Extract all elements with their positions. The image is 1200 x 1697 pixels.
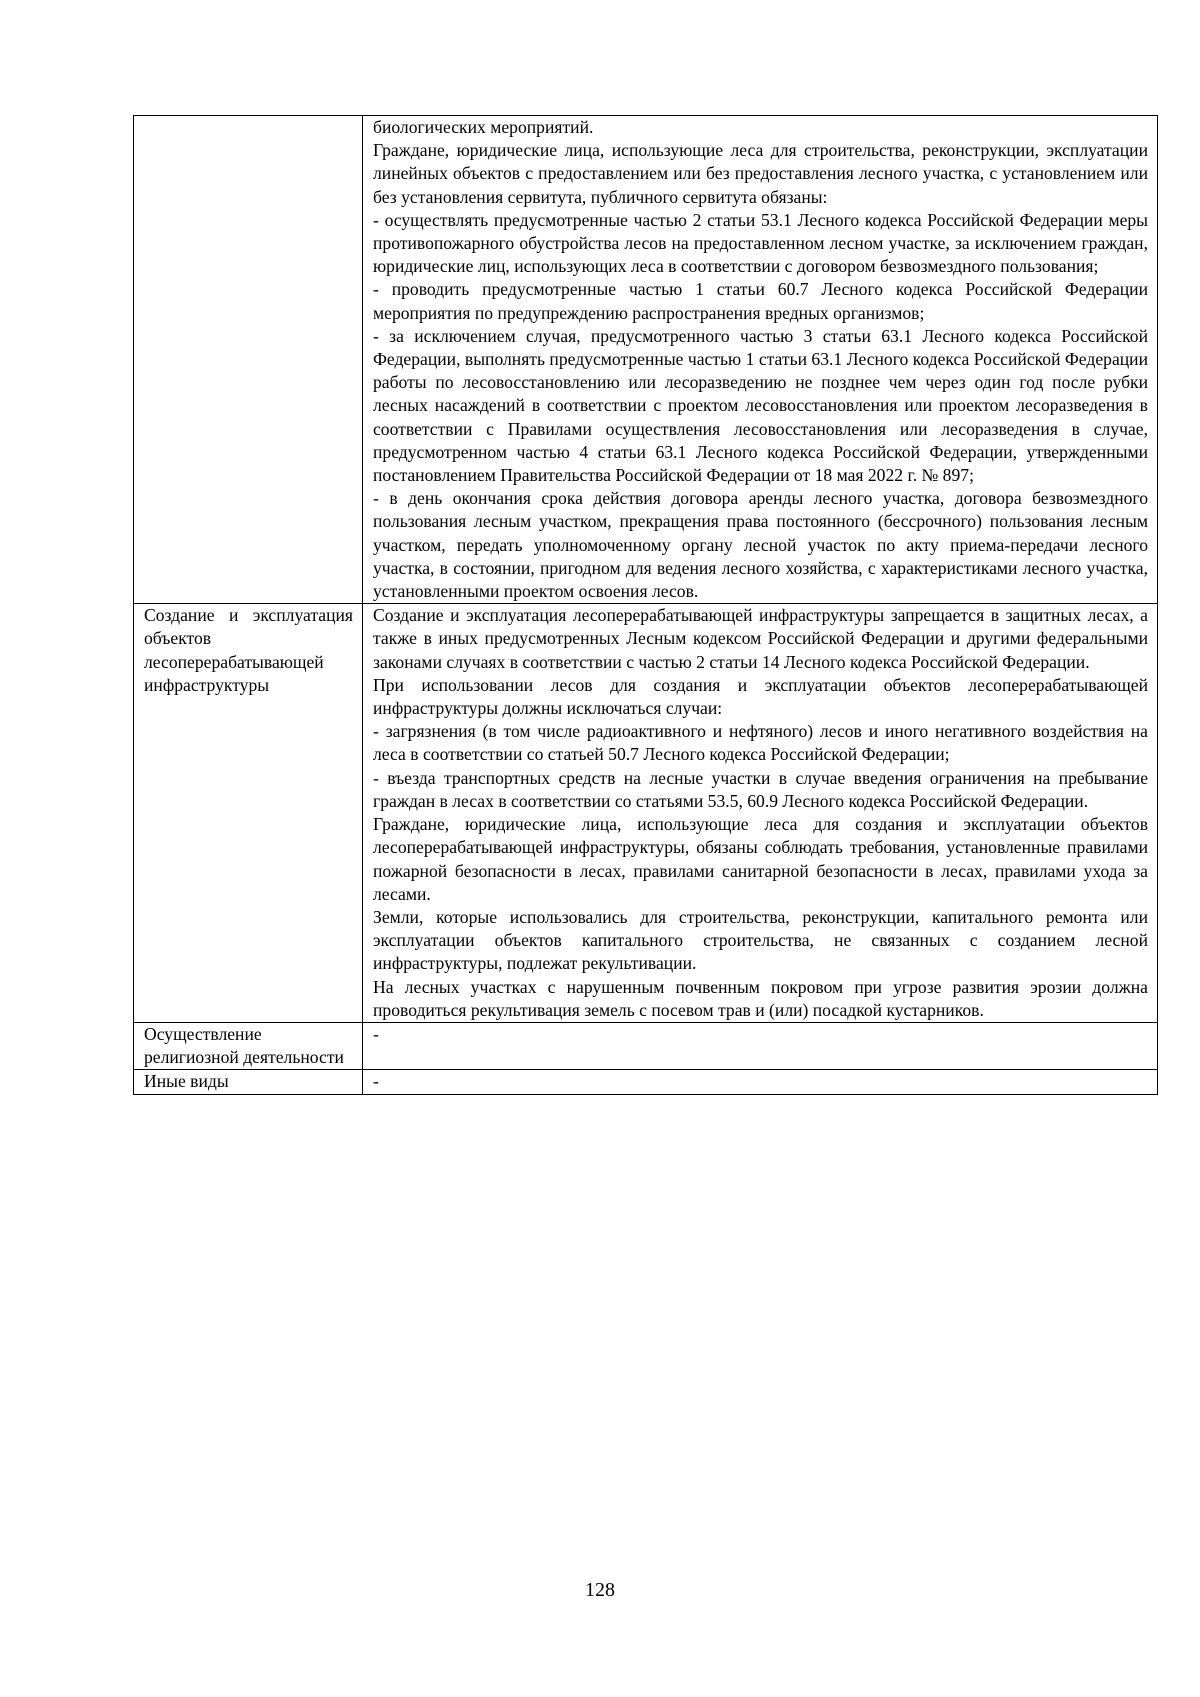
activity-type-cell bbox=[134, 1022, 363, 1069]
table-row bbox=[134, 604, 1158, 1023]
requirement-paragraph: Граждане, юридические лица, использующие леса для создания и эксплуатации объектов лесоперерабатывающей инфраструктуры, обязаны соблюдать требования, установленные правилами пожарной безопасности в лесах, правилами санитарной безопасности в лесах, правилами ухода за лесами. bbox=[373, 814, 1148, 904]
requirement-paragraph: При использовании лесов для создания и эксплуатации объектов лесоперерабатывающей инфраструктуры должны исключаться случаи: bbox=[373, 674, 1148, 719]
activity-type-cell bbox=[134, 1070, 363, 1094]
table-row bbox=[134, 1022, 1158, 1069]
requirements-cell bbox=[363, 1070, 1158, 1094]
activity-type-cell bbox=[134, 604, 363, 1023]
activity-type-label: Осуществление религиозной деятельности bbox=[144, 1023, 344, 1068]
requirement-paragraph: - bbox=[373, 1071, 379, 1092]
requirement-paragraph: - за исключением случая, предусмотренного частью 3 статьи 63.1 Лесного кодекса Российской Федерации, выполнять предусмотренные частью 1 статьи 63.1 Лесного кодекса Российской Федерации работы по лесовосстановлению или лесоразведению не позднее чем через один год после рубки лесных насаждений в соответствии с проектом лесовосстановления или проектом лесоразведения в соответствии с Правилами осуществления лесовосстановления или лесоразведения в случае, предусмотренном частью 4 статьи 63.1 Лесного кодекса Российской Федерации, утвержденными постановлением Правительства Российской Федерации от 18 мая 2022 г. № 897; bbox=[373, 325, 1148, 486]
requirement-paragraph: Земли, которые использовались для строительства, реконструкции, капитального ремонта или эксплуатации объектов капитального строительства, не связанных с созданием лесной инфраструктуры, подлежат рекультивации. bbox=[373, 906, 1148, 974]
requirement-paragraph: - въезда транспортных средств на лесные участки в случае введения ограничения на пребывание граждан в лесах в соответствии со статьями 53.5, 60.9 Лесного кодекса Российской Федерации. bbox=[373, 767, 1148, 811]
requirement-paragraph: биологических мероприятий. bbox=[373, 117, 594, 137]
requirement-paragraph: - в день окончания срока действия договора аренды лесного участка, договора безвозмездного пользования лесным участком, прекращения права постоянного (бессрочного) пользования лесным участком, передать уполномоченному органу лесной участок по акту приема-передачи лесного участка, в состоянии, пригодном для ведения лесного хозяйства, с характеристиками лесного участка, установленными проектом освоения лесов. bbox=[373, 488, 1148, 602]
requirement-paragraph: - осуществлять предусмотренные частью 2 статьи 53.1 Лесного кодекса Российской Федерации меры противопожарного обустройства лесов на предоставленном лесном участке, за исключением граждан, юридические лиц, использующих леса в соответствии с договором безвозмездного пользования; bbox=[373, 209, 1148, 277]
requirements-cell bbox=[363, 116, 1158, 604]
requirement-paragraph: Создание и эксплуатация лесоперерабатывающей инфраструктуры запрещается в защитных лесах, а также в иных предусмотренных Лесным кодексом Российской Федерации и другими федеральными законами случаях в соответствии с частью 2 статьи 14 Лесного кодекса Российской Федерации. bbox=[373, 605, 1148, 672]
requirement-paragraph: На лесных участках с нарушенным почвенным покровом при угрозе развития эрозии должна проводиться рекультивация земель с посевом трав и (или) посадкой кустарников. bbox=[373, 976, 1148, 1020]
requirements-cell bbox=[363, 604, 1158, 1023]
requirement-paragraph: Граждане, юридические лица, использующие леса для строительства, реконструкции, эксплуатации линейных объектов с предоставлением или без предоставления лесного участка, с установлением или без установления сервитута, публичного сервитута обязаны: bbox=[373, 140, 1148, 207]
table-row bbox=[134, 116, 1158, 604]
requirement-paragraph: - проводить предусмотренные частью 1 статьи 60.7 Лесного кодекса Российской Федерации мероприятия по предупреждению распространения вредных организмов; bbox=[373, 279, 1148, 323]
activity-type-cell bbox=[134, 116, 363, 604]
requirement-paragraph: - загрязнения (в том числе радиоактивного и нефтяного) лесов и иного негативного воздействия на леса в соответствии со статьей 50.7 Лесного кодекса Российской Федерации; bbox=[373, 721, 1148, 765]
activity-type-label: Создание и эксплуатация объектов лесоперерабатывающей инфраструктуры bbox=[144, 605, 353, 695]
page-number: 128 bbox=[585, 1579, 615, 1601]
requirements-cell bbox=[363, 1022, 1158, 1069]
requirement-paragraph: - bbox=[373, 1023, 379, 1044]
activity-type-label: Иные виды bbox=[144, 1071, 229, 1092]
table-row bbox=[134, 1070, 1158, 1094]
forest-use-table bbox=[133, 115, 1158, 1095]
